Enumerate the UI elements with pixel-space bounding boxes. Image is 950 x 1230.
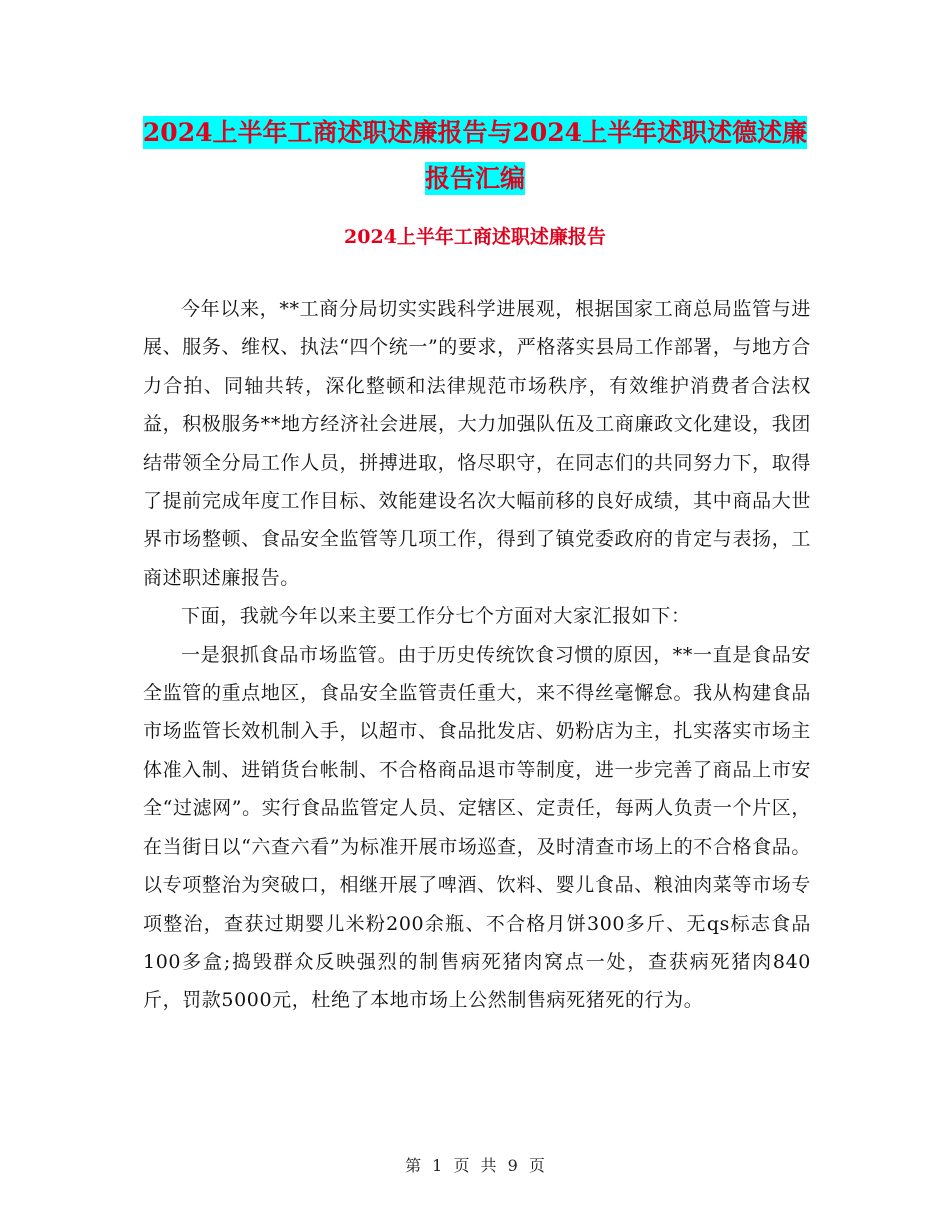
paragraph-food-supervision: 一是狠抓食品市场监管。由于历史传统饮食习惯的原因，**一直是食品安全监管的重点地区，食品安全监管责任重大，来不得丝毫懈怠。我从构建食品市场监管长效机制入手，以超市、食品批发店、奶粉店为主，扎实落实市场主体准入制、进销货台帐制、不合格商品退市等制度，进一步完善了商品上市安全“过滤网”。实行食品监管定人员、定辖区、定责任，每两人负责一个片区，在当街日以“六查六看”为标准开展市场巡查，及时清查市场上的不合格食品。以专项整治为突破口，相继开展了啤酒、饮料、婴儿食品、粮油肉菜等市场专项整治，查获过期婴儿米粉200余瓶、不合格月饼300多斤、无qs标志食品100多盒;捣毁群众反映强烈的制售病死猪肉窝点一处，查获病死猪肉840斤，罚款5000元，杜绝了本地市场上公然制售病死猪死的行为。 — [143, 643, 811, 1012]
document-title — [140, 110, 810, 202]
section-title: 2024上半年工商述职述廉报告 — [344, 226, 606, 248]
document-title-highlight: 2024上半年工商述职述廉报告与2024上半年述职述德述廉报告汇编 — [142, 118, 808, 193]
paragraph-overview: 下面，我就今年以来主要工作分七个方面对大家汇报如下： — [181, 605, 691, 628]
paragraph-intro: 今年以来，**工商分局切实实践科学进展观，根据国家工商总局监管与进展、服务、维权、执法“四个统一”的要求，严格落实县局工作部署，与地方合力合拍、同轴共转，深化整顿和法律规范市场秩序，有效维护消费者合法权益，积极服务**地方经济社会进展，大力加强队伍及工商廉政文化建设，我团结带领全分局工作人员，拼搏进取，恪尽职守，在同志们的共同努力下，取得了提前完成年度工作目标、效能建设名次大幅前移的良好成绩，其中商品大世界市场整顿、食品安全监管等几项工作，得到了镇党委政府的肯定与表扬，工商述职述廉报告。 — [143, 298, 811, 589]
page-footer: 第 1 页 共 9 页 — [405, 1156, 545, 1175]
document-body — [143, 290, 811, 1020]
